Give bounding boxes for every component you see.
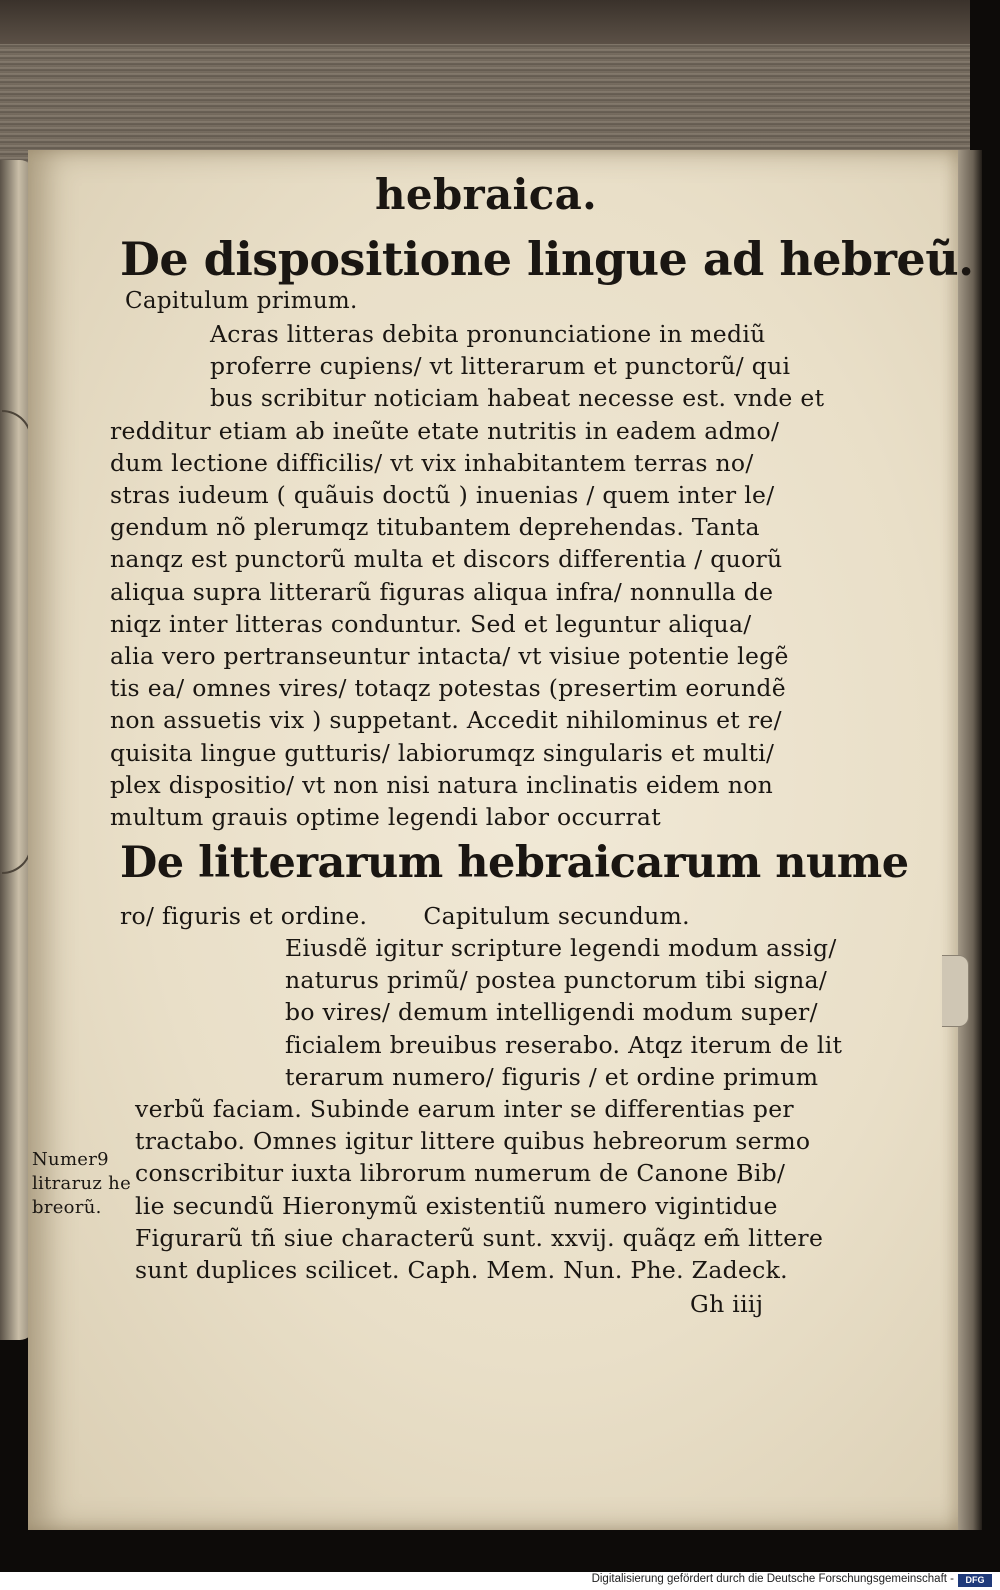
text-line: dum lectione difficilis/ vt vix inhabitantem terras no/ (110, 448, 754, 477)
text-line: redditur etiam ab ineũte etate nutritis in eadem admo/ (110, 416, 780, 445)
text-line: plex dispositio/ vt non nisi natura inclinatis eidem non (110, 770, 774, 799)
text-line: Acras litteras debita pronunciatione in mediũ (210, 320, 766, 348)
chapter-1-label: Capitulum primum. (125, 288, 358, 314)
text-line: bo vires/ demum intelligendi modum super/ (285, 998, 818, 1027)
margin-note-line: Numer9 (32, 1149, 109, 1170)
text-line: non assuetis vix ) suppetant. Accedit nihilominus et re/ (110, 706, 782, 735)
text-line: bus scribitur noticiam habeat necesse est. vnde et (210, 384, 825, 413)
chapter-2-line (120, 902, 690, 930)
text-line: aliqua supra litterarũ figuras aliqua infra/ nonnulla de (110, 577, 774, 606)
margin-note (32, 1148, 132, 1220)
book-cover (0, 0, 970, 44)
margin-note-line: litraruz he (32, 1173, 132, 1194)
funding-credit: Digitalisierung gefördert durch die Deutsche Forschungsgemeinschaft - (591, 1573, 954, 1585)
heading-2-continuation: ro/ figuris et ordine. (120, 902, 368, 930)
paragraph-2 (135, 932, 843, 1286)
dfg-logo: DFG (958, 1574, 992, 1587)
text-line: gendum nõ plerumqz titubantem deprehendas. Tanta (110, 513, 760, 542)
text-line: conscribitur iuxta librorum numerum de Canone Bib/ (135, 1159, 786, 1188)
heading-1: De dispositione lingue ad hebreũ. (120, 232, 974, 286)
text-line: terarum numero/ figuris / et ordine primum (285, 1062, 819, 1091)
text-line: alia vero pertranseuntur intacta/ vt visiue potentie legẽ (110, 642, 789, 671)
text-line: proferre cupiens/ vt litterarum et punctorũ/ qui (210, 352, 791, 381)
text-line: quisita lingue gutturis/ labiorumqz singularis et multi/ (110, 738, 775, 767)
text-line: lie secundũ Hieronymũ existentiũ numero vigintidue (135, 1191, 778, 1220)
text-line: stras iudeum ( quãuis doctũ ) inuenias / quem inter le/ (110, 481, 775, 510)
text-line: tis ea/ omnes vires/ totaqz potestas (presertim eorundẽ (110, 674, 786, 703)
text-line: tractabo. Omnes igitur littere quibus hebreorum sermo (135, 1127, 811, 1156)
text-line: niqz inter litteras conduntur. Sed et leguntur aliqua/ (110, 609, 752, 638)
running-head: hebraica. (375, 170, 598, 219)
signature-mark: Gh iiij (690, 1290, 764, 1318)
text-line: naturus primũ/ postea punctorum tibi signa/ (285, 966, 828, 995)
margin-note-line: breorũ. (32, 1197, 102, 1218)
text-line: multum grauis optime legendi labor occurrat (110, 803, 661, 832)
text-line: verbũ faciam. Subinde earum inter se differentias per (135, 1095, 794, 1124)
heading-2: De litterarum hebraicarum nume (120, 838, 909, 888)
text-line: Figurarũ tñ siue characterũ sunt. xxvij. quãqz em̃ littere (135, 1223, 824, 1252)
page-tab (942, 955, 969, 1027)
text-line: nanqz est punctorũ multa et discors differentia / quorũ (110, 545, 783, 574)
text-line: sunt duplices scilicet. Caph. Mem. Nun. Phe. Zadeck. (135, 1256, 788, 1285)
chapter-2-label: Capitulum secundum. (423, 902, 690, 930)
text-line: ficialem breuibus reserabo. Atqz iterum de lit (285, 1030, 843, 1059)
paragraph-1 (110, 318, 825, 833)
text-line: Eiusdẽ igitur scripture legendi modum assig/ (285, 934, 837, 962)
